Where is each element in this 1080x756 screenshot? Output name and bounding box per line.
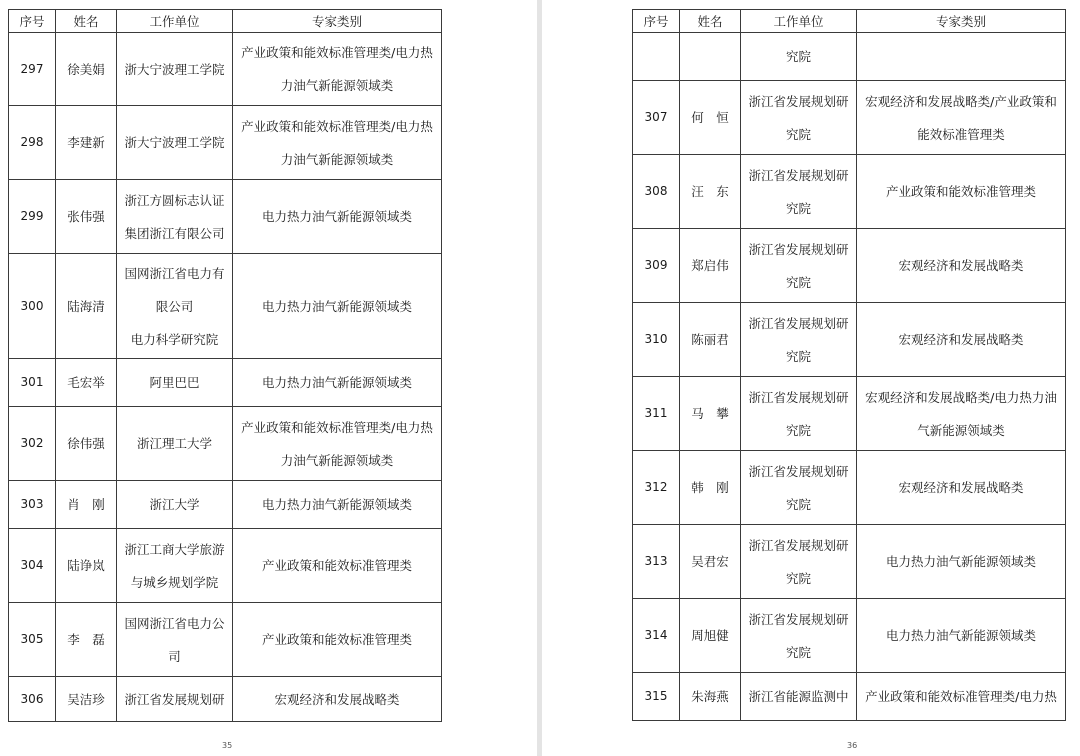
cell-category [857, 229, 1066, 303]
cell-unit-line: 与城乡规划学院 [130, 574, 219, 590]
cell-no: 297 [9, 33, 56, 106]
cell-unit [741, 451, 857, 525]
cell-unit [117, 481, 233, 529]
cell-no: 305 [9, 603, 56, 677]
page-number: 36 [847, 741, 858, 750]
cell-no: 313 [633, 525, 680, 599]
cell-unit-line: 浙江省能源监测中 [748, 689, 849, 704]
cell-no: 306 [9, 677, 56, 722]
cell-unit [117, 407, 233, 481]
cell-unit-line: 究院 [785, 348, 811, 364]
cell-category-line: 力油气新能源领域类 [280, 452, 394, 468]
table-row [9, 359, 442, 407]
cell-category-line: 宏观经济和发展战略类 [898, 332, 1024, 347]
cell-category [857, 673, 1066, 721]
cell-name: 吴洁珍 [56, 677, 117, 722]
table-row [9, 407, 442, 481]
cell-name: 陆海清 [56, 254, 117, 359]
cell-unit-line: 浙江工商大学旅游 [124, 541, 225, 557]
cell-unit-line: 浙江省发展规划研 [748, 611, 849, 627]
cell-no: 315 [633, 673, 680, 721]
table-row [633, 155, 1066, 229]
cell-unit-line: 浙江省发展规划研 [748, 167, 849, 183]
cell-category-line: 电力热力油气新能源领域类 [261, 375, 412, 390]
cell-unit-line: 电力科学研究院 [130, 331, 219, 347]
table-row [633, 33, 1066, 81]
cell-category-line: 产业政策和能效标准管理类 [261, 558, 412, 573]
cell-name: 马 攀 [680, 377, 741, 451]
cell-category-line: 电力热力油气新能源领域类 [261, 298, 412, 314]
cell-category-line: 宏观经济和发展战略类/产业政策和 [865, 93, 1057, 109]
header-category: 专家类别 [233, 10, 442, 33]
table-row [9, 481, 442, 529]
cell-no: 309 [633, 229, 680, 303]
table-row [9, 603, 442, 677]
cell-unit-line: 究院 [785, 570, 811, 586]
cell-no: 307 [633, 81, 680, 155]
cell-category-line: 产业政策和能效标准管理类 [885, 184, 1036, 199]
cell-category-line: 电力热力油气新能源领域类 [885, 554, 1036, 569]
cell-unit-line: 浙大宁波理工学院 [124, 135, 225, 150]
cell-category [857, 33, 1066, 81]
header-name: 姓名 [680, 10, 741, 33]
cell-category [857, 599, 1066, 673]
cell-category-line: 气新能源领域类 [917, 422, 1005, 438]
cell-unit [741, 303, 857, 377]
cell-category [233, 106, 442, 180]
expert-table-right [632, 9, 1066, 721]
table-row [633, 673, 1066, 721]
cell-name: 周旭健 [680, 599, 741, 673]
cell-category-line: 电力热力油气新能源领域类 [261, 209, 412, 224]
cell-name: 汪 东 [680, 155, 741, 229]
cell-no: 301 [9, 359, 56, 407]
header-name: 姓名 [56, 10, 117, 33]
cell-unit-line: 国网浙江省电力有 [124, 265, 225, 281]
cell-category [233, 359, 442, 407]
table-row [633, 81, 1066, 155]
cell-no: 300 [9, 254, 56, 359]
cell-category [233, 180, 442, 254]
table-row [633, 377, 1066, 451]
cell-no: 303 [9, 481, 56, 529]
cell-name: 肖 刚 [56, 481, 117, 529]
cell-unit-line: 究院 [785, 274, 811, 290]
cell-category-line: 宏观经济和发展战略类 [898, 480, 1024, 495]
cell-no: 298 [9, 106, 56, 180]
table-row [9, 33, 442, 106]
cell-category [857, 525, 1066, 599]
cell-name: 陈丽君 [680, 303, 741, 377]
cell-category-line: 电力热力油气新能源领域类 [885, 628, 1036, 643]
cell-name [680, 33, 741, 81]
cell-unit-line: 究院 [785, 49, 811, 64]
expert-table-left [8, 9, 442, 722]
cell-no: 312 [633, 451, 680, 525]
cell-category-line: 电力热力油气新能源领域类 [261, 497, 412, 512]
cell-unit-line: 究院 [785, 644, 811, 660]
cell-category-line: 宏观经济和发展战略类/电力热力油 [865, 389, 1057, 405]
header-unit: 工作单位 [741, 10, 857, 33]
cell-unit-line: 究院 [785, 422, 811, 438]
cell-no: 308 [633, 155, 680, 229]
table-row [9, 254, 442, 359]
header-unit: 工作单位 [117, 10, 233, 33]
cell-unit [117, 180, 233, 254]
cell-unit-line: 浙江省发展规划研 [748, 463, 849, 479]
cell-category [233, 529, 442, 603]
cell-name: 徐伟强 [56, 407, 117, 481]
cell-category [857, 155, 1066, 229]
cell-unit [741, 377, 857, 451]
table-row [633, 451, 1066, 525]
cell-name: 吴君宏 [680, 525, 741, 599]
cell-unit [741, 229, 857, 303]
cell-unit [117, 603, 233, 677]
cell-unit-line: 浙江省发展规划研 [748, 315, 849, 331]
cell-name: 张伟强 [56, 180, 117, 254]
table-row [633, 599, 1066, 673]
cell-no [633, 33, 680, 81]
cell-unit-line: 浙江大学 [149, 497, 200, 512]
cell-unit [741, 673, 857, 721]
cell-unit-line: 限公司 [155, 298, 194, 314]
cell-unit-line: 浙大宁波理工学院 [124, 61, 225, 77]
cell-unit [117, 33, 233, 106]
cell-category-line: 产业政策和能效标准管理类/电力热 [241, 45, 433, 60]
cell-name: 陆诤岚 [56, 529, 117, 603]
cell-unit-line: 集团浙江有限公司 [124, 225, 225, 241]
cell-unit [117, 359, 233, 407]
cell-name: 李建新 [56, 106, 117, 180]
cell-name: 郑启伟 [680, 229, 741, 303]
cell-category [233, 33, 442, 106]
cell-category-line: 力油气新能源领域类 [280, 78, 394, 93]
cell-category-line: 宏观经济和发展战略类 [274, 691, 400, 707]
cell-unit [741, 33, 857, 81]
cell-unit-line: 究院 [785, 496, 811, 512]
cell-name: 何 恒 [680, 81, 741, 155]
cell-unit [741, 599, 857, 673]
cell-category-line: 宏观经济和发展战略类 [898, 258, 1024, 273]
table-row [9, 180, 442, 254]
table-row [9, 106, 442, 180]
cell-unit [117, 529, 233, 603]
table-row [633, 303, 1066, 377]
cell-name: 韩 刚 [680, 451, 741, 525]
cell-category [857, 81, 1066, 155]
cell-name: 李 磊 [56, 603, 117, 677]
cell-unit-line: 究院 [785, 200, 811, 216]
cell-unit-line: 浙江理工大学 [136, 436, 212, 451]
cell-category-line: 产业政策和能效标准管理类/电力热 [865, 689, 1057, 704]
cell-unit [117, 106, 233, 180]
cell-unit [117, 254, 233, 359]
cell-unit [741, 155, 857, 229]
cell-no: 314 [633, 599, 680, 673]
cell-category-line: 产业政策和能效标准管理类/电力热 [241, 118, 433, 134]
cell-name: 朱海燕 [680, 673, 741, 721]
cell-unit-line: 司 [168, 648, 181, 664]
cell-unit [741, 525, 857, 599]
cell-category [233, 407, 442, 481]
cell-category [857, 377, 1066, 451]
table-row [9, 529, 442, 603]
cell-name: 徐美娟 [56, 33, 117, 106]
table-header-row [9, 10, 442, 33]
cell-no: 302 [9, 407, 56, 481]
cell-name: 毛宏举 [56, 359, 117, 407]
page-number: 35 [222, 741, 233, 750]
cell-category-line: 产业政策和能效标准管理类/电力热 [241, 419, 433, 435]
cell-unit-line: 国网浙江省电力公 [124, 615, 225, 631]
cell-no: 310 [633, 303, 680, 377]
cell-unit-line: 浙江省发展规划研 [748, 241, 849, 257]
header-no: 序号 [9, 10, 56, 33]
cell-unit-line: 浙江方圆标志认证 [124, 192, 225, 208]
cell-category [233, 254, 442, 359]
table-row [633, 229, 1066, 303]
cell-unit-line: 浙江省发展规划研 [124, 691, 225, 707]
cell-category [857, 303, 1066, 377]
cell-unit-line: 浙江省发展规划研 [748, 93, 849, 109]
cell-unit-line: 浙江省发展规划研 [748, 389, 849, 405]
document-page-right [542, 0, 1080, 756]
document-page-left [0, 0, 537, 756]
cell-unit-line: 究院 [785, 126, 811, 142]
cell-category-line: 能效标准管理类 [917, 126, 1005, 142]
cell-unit [117, 677, 233, 722]
table-row [633, 525, 1066, 599]
cell-no: 311 [633, 377, 680, 451]
cell-unit [741, 81, 857, 155]
table-header-row [633, 10, 1066, 33]
cell-category [233, 603, 442, 677]
cell-category [233, 677, 442, 722]
cell-category [857, 451, 1066, 525]
header-no: 序号 [633, 10, 680, 33]
cell-category-line: 力油气新能源领域类 [280, 151, 394, 167]
header-category: 专家类别 [857, 10, 1066, 33]
cell-unit-line: 浙江省发展规划研 [748, 537, 849, 553]
cell-category-line: 产业政策和能效标准管理类 [261, 632, 412, 647]
table-row [9, 677, 442, 722]
cell-no: 299 [9, 180, 56, 254]
cell-unit-line: 阿里巴巴 [149, 375, 200, 390]
cell-category [233, 481, 442, 529]
cell-no: 304 [9, 529, 56, 603]
